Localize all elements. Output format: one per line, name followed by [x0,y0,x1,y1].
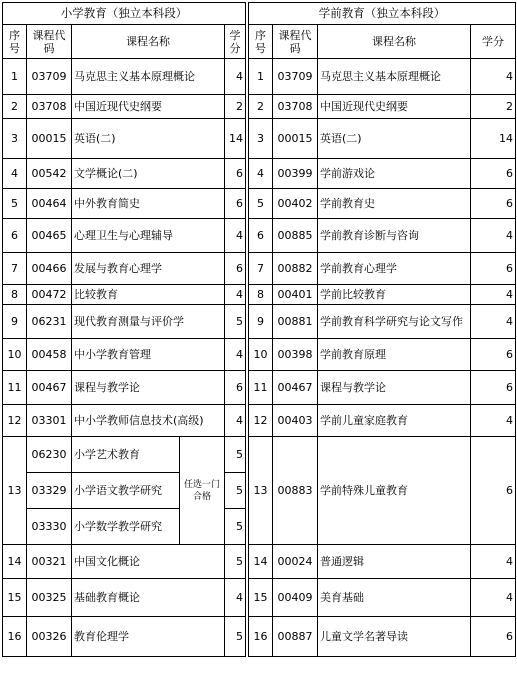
left-credit-cell: 4 [225,579,246,617]
left-course-name-cell: 教育伦理学 [72,617,225,657]
left-header-credit: 学分 [225,25,246,59]
left-seq-cell: 6 [3,219,27,253]
right-header-credit: 学分 [471,25,516,59]
right-code-cell: 03708 [273,95,318,119]
left-seq-cell: 7 [3,253,27,285]
right-credit-cell: 4 [471,219,516,253]
right-credit-cell: 4 [471,59,516,95]
right-credit-cell: 4 [471,405,516,437]
left-credit-cell: 4 [225,59,246,95]
course-table [2,2,516,657]
right-code-cell: 00402 [273,189,318,219]
right-code-cell: 00409 [273,579,318,617]
left-credit-cell: 4 [225,339,246,371]
right-code-cell: 00887 [273,617,318,657]
left-course-name-cell: 马克思主义基本原理概论 [72,59,225,95]
left-seq-cell: 14 [3,545,27,579]
right-credit-cell: 4 [471,545,516,579]
left-credit-cell: 6 [225,189,246,219]
right-course-name-cell: 学前教育原理 [318,339,471,371]
right-course-name-cell: 课程与教学论 [318,371,471,405]
right-code-cell: 00399 [273,159,318,189]
right-course-name-cell: 儿童文学名著导读 [318,617,471,657]
right-course-name-cell: 学前游戏论 [318,159,471,189]
right-code-cell: 00467 [273,371,318,405]
left-code-cell: 00326 [27,617,72,657]
left-credit-cell: 4 [225,219,246,253]
table-row [3,545,516,579]
right-seq-cell: 9 [249,305,273,339]
table-row [3,617,516,657]
right-code-cell: 00401 [273,285,318,305]
left-code-cell: 00467 [27,371,72,405]
left-course-name-cell: 课程与教学论 [72,371,225,405]
left-seq-cell: 15 [3,579,27,617]
table-row [3,579,516,617]
left-course-name-cell: 发展与教育心理学 [72,253,225,285]
right-seq-cell: 16 [249,617,273,657]
right-credit-cell: 6 [471,617,516,657]
left-credit-cell: 5 [225,545,246,579]
left-credit-cell: 6 [225,159,246,189]
right-credit-cell: 4 [471,579,516,617]
left-credit-cell: 6 [225,253,246,285]
left-course-name-cell: 中外教育简史 [72,189,225,219]
right-credit-cell: 6 [471,437,516,545]
right-seq-cell: 8 [249,285,273,305]
right-credit-cell: 6 [471,371,516,405]
right-seq-cell: 1 [249,59,273,95]
left-header-name: 课程名称 [72,25,225,59]
left-seq-cell: 13 [3,437,27,545]
left-seq-cell: 4 [3,159,27,189]
left-elective-name-cell: 小学数学教学研究 [72,509,180,545]
left-header-seq: 序号 [3,25,27,59]
right-course-name-cell: 学前特殊儿童教育 [318,437,471,545]
left-course-name-cell: 基础教育概论 [72,579,225,617]
right-course-name-cell: 学前教育诊断与咨询 [318,219,471,253]
right-code-cell: 00885 [273,219,318,253]
left-code-cell: 00542 [27,159,72,189]
table-row [3,219,516,253]
left-seq-cell: 16 [3,617,27,657]
right-header-code: 课程代码 [273,25,318,59]
table-row [3,95,516,119]
left-elective-credit-cell: 5 [225,473,246,509]
left-seq-cell: 3 [3,119,27,159]
left-seq-cell: 5 [3,189,27,219]
left-elective-credit-cell: 5 [225,509,246,545]
left-credit-cell: 4 [225,405,246,437]
left-course-name-cell: 英语(二) [72,119,225,159]
right-credit-cell: 6 [471,339,516,371]
right-credit-cell: 4 [471,285,516,305]
left-code-cell: 03709 [27,59,72,95]
elective-note: 任选一门合格 [180,437,225,545]
table-row [3,25,516,59]
right-code-cell: 00883 [273,437,318,545]
left-course-name-cell: 文学概论(二) [72,159,225,189]
right-course-name-cell: 学前教育史 [318,189,471,219]
right-seq-cell: 14 [249,545,273,579]
left-elective-code-cell: 06230 [27,437,72,473]
left-credit-cell: 2 [225,95,246,119]
right-credit-cell: 6 [471,189,516,219]
right-code-cell: 00024 [273,545,318,579]
right-credit-cell: 6 [471,253,516,285]
left-course-name-cell: 中小学教师信息技术(高级) [72,405,225,437]
left-section-title: 小学教育（独立本科段） [3,3,246,25]
left-code-cell: 00464 [27,189,72,219]
left-code-cell: 06231 [27,305,72,339]
left-code-cell: 00015 [27,119,72,159]
left-elective-code-cell: 03329 [27,473,72,509]
right-credit-cell: 4 [471,305,516,339]
left-course-name-cell: 心理卫生与心理辅导 [72,219,225,253]
right-seq-cell: 3 [249,119,273,159]
left-elective-credit-cell: 5 [225,437,246,473]
table-row [3,159,516,189]
table-row [3,405,516,437]
divider-cell [246,509,249,545]
table-row [3,305,516,339]
left-seq-cell: 12 [3,405,27,437]
left-credit-cell: 5 [225,617,246,657]
right-course-name-cell: 学前儿童家庭教育 [318,405,471,437]
right-credit-cell: 2 [471,95,516,119]
right-seq-cell: 13 [249,437,273,545]
right-course-name-cell: 学前教育心理学 [318,253,471,285]
right-seq-cell: 4 [249,159,273,189]
divider-cell [246,473,249,509]
right-code-cell: 00015 [273,119,318,159]
right-seq-cell: 10 [249,339,273,371]
left-elective-code-cell: 03330 [27,509,72,545]
right-code-cell: 03709 [273,59,318,95]
left-credit-cell: 14 [225,119,246,159]
left-code-cell: 00466 [27,253,72,285]
left-header-code: 课程代码 [27,25,72,59]
left-code-cell: 00472 [27,285,72,305]
left-credit-cell: 4 [225,285,246,305]
table-row [3,437,516,473]
right-credit-cell: 6 [471,159,516,189]
left-code-cell: 03708 [27,95,72,119]
left-code-cell: 00465 [27,219,72,253]
right-header-name: 课程名称 [318,25,471,59]
right-code-cell: 00403 [273,405,318,437]
table-row [3,339,516,371]
left-seq-cell: 8 [3,285,27,305]
right-seq-cell: 12 [249,405,273,437]
table-row [3,3,516,25]
left-credit-cell: 6 [225,371,246,405]
right-code-cell: 00881 [273,305,318,339]
right-seq-cell: 7 [249,253,273,285]
right-seq-cell: 2 [249,95,273,119]
right-credit-cell: 14 [471,119,516,159]
right-seq-cell: 11 [249,371,273,405]
right-course-name-cell: 中国近现代史纲要 [318,95,471,119]
right-section-title: 学前教育（独立本科段） [249,3,516,25]
right-seq-cell: 15 [249,579,273,617]
left-seq-cell: 11 [3,371,27,405]
left-credit-cell: 5 [225,305,246,339]
left-course-name-cell: 比较教育 [72,285,225,305]
right-course-name-cell: 美育基础 [318,579,471,617]
right-code-cell: 00398 [273,339,318,371]
course-table-document [2,2,515,677]
table-row [3,285,516,305]
right-course-name-cell: 学前比较教育 [318,285,471,305]
left-seq-cell: 10 [3,339,27,371]
left-seq-cell: 1 [3,59,27,95]
table-row [3,371,516,405]
left-seq-cell: 2 [3,95,27,119]
table-row [3,119,516,159]
left-course-name-cell: 中国文化概论 [72,545,225,579]
right-course-name-cell: 普通逻辑 [318,545,471,579]
right-course-name-cell: 学前教育科学研究与论文写作 [318,305,471,339]
right-header-seq: 序号 [249,25,273,59]
left-course-name-cell: 中小学教育管理 [72,339,225,371]
left-code-cell: 00321 [27,545,72,579]
table-row [3,59,516,95]
right-course-name-cell: 马克思主义基本原理概论 [318,59,471,95]
left-code-cell: 00325 [27,579,72,617]
left-seq-cell: 9 [3,305,27,339]
left-elective-name-cell: 小学艺术教育 [72,437,180,473]
left-code-cell: 03301 [27,405,72,437]
right-course-name-cell: 英语(二) [318,119,471,159]
table-row [3,189,516,219]
right-code-cell: 00882 [273,253,318,285]
table-row [3,253,516,285]
right-seq-cell: 6 [249,219,273,253]
left-elective-name-cell: 小学语文教学研究 [72,473,180,509]
left-course-name-cell: 现代教育测量与评价学 [72,305,225,339]
left-code-cell: 00458 [27,339,72,371]
right-seq-cell: 5 [249,189,273,219]
left-course-name-cell: 中国近现代史纲要 [72,95,225,119]
